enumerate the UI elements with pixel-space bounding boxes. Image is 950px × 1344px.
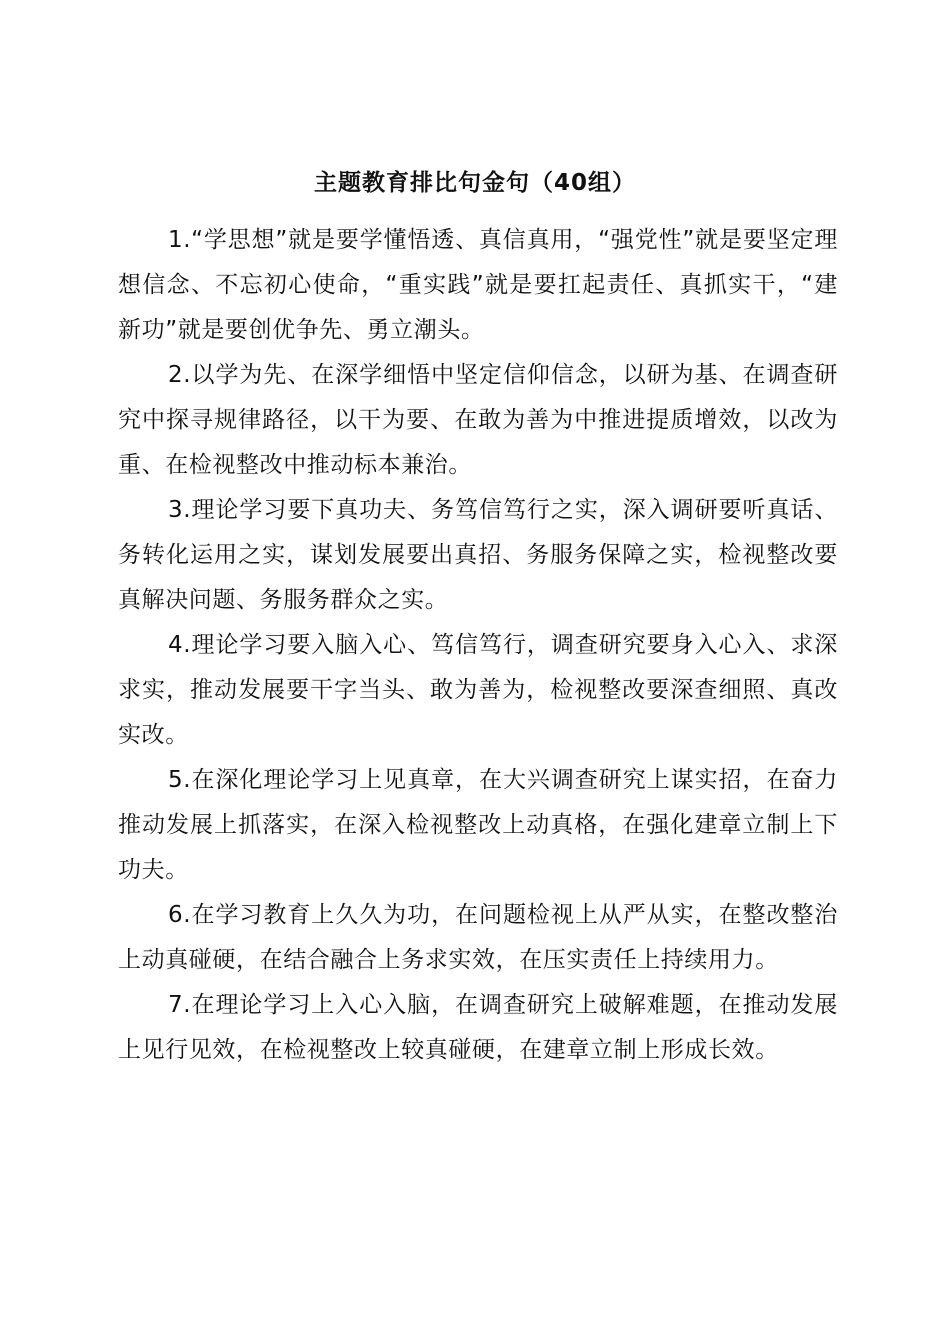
paragraph-3: 3.理论学习要下真功夫、务笃信笃行之实，深入调研要听真话、务转化运用之实，谋划发展要出真招、务服务保障之实，检视整改要真解决问题、务服务群众之实。 [118, 497, 838, 613]
paragraph-4: 4.理论学习要入脑入心、笃信笃行，调查研究要身入心入、求深求实，推动发展要干字当头、敢为善为，检视整改要深查细照、真改实改。 [118, 632, 838, 748]
paragraph-1: 1.“学思想”就是要学懂悟透、真信真用，“强党性”就是要坚定理想信念、不忘初心使命，“重实践”就是要扛起责任、真抓实干，“建新功”就是要创优争先、勇立潮头。 [118, 227, 838, 343]
paragraph-6: 6.在学习教育上久久为功，在问题检视上从严从实，在整改整治上动真碰硬，在结合融合上务求实效，在压实责任上持续用力。 [118, 902, 838, 973]
paragraph-5: 5.在深化理论学习上见真章，在大兴调查研究上谋实招，在奋力推动发展上抓落实，在深入检视整改上动真格，在强化建章立制上下功夫。 [118, 767, 838, 883]
paragraph-7: 7.在理论学习上入心入脑，在调查研究上破解难题，在推动发展上见行见效，在检视整改上较真碰硬，在建章立制上形成长效。 [118, 992, 838, 1063]
paragraph-2: 2.以学为先、在深学细悟中坚定信仰信念，以研为基、在调查研究中探寻规律路径，以干为要、在敢为善为中推进提质增效，以改为重、在检视整改中推动标本兼治。 [118, 362, 838, 478]
document-body [118, 218, 838, 1073]
document-title: 主题教育排比句金句（40组） [313, 170, 636, 196]
